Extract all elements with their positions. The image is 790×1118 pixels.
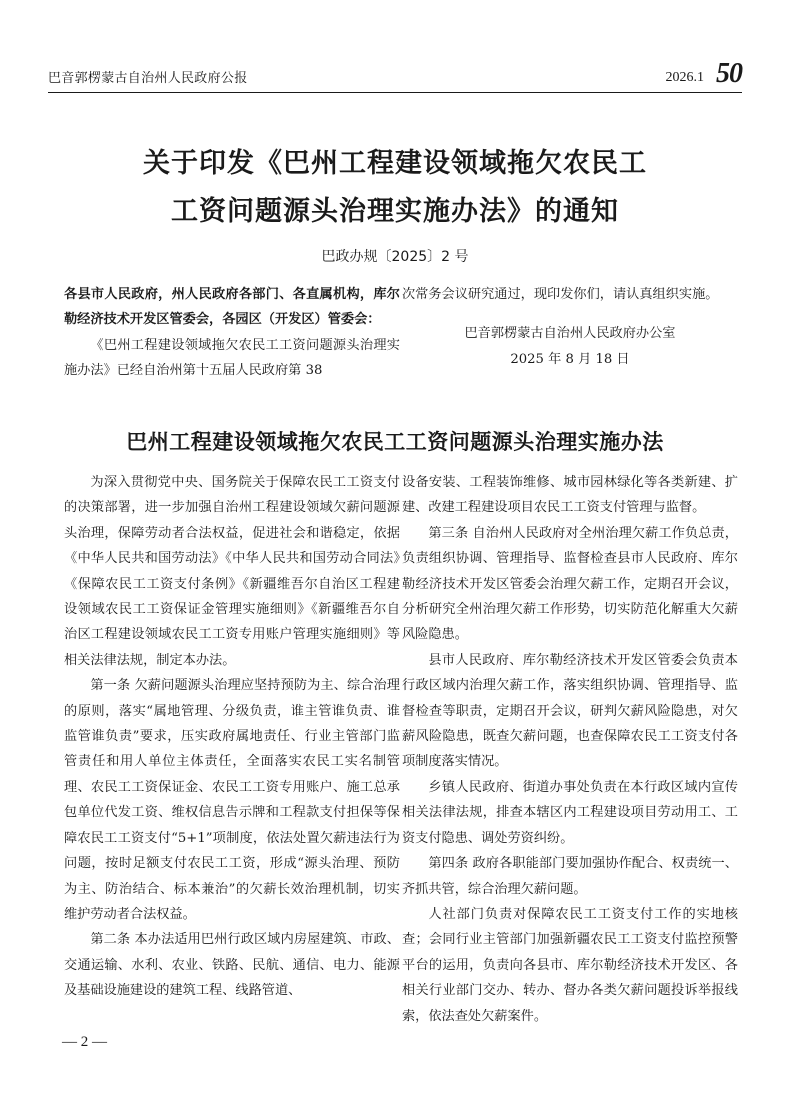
article-1: 第一条 欠薪问题源头治理应坚持预防为主、综合治理的原则，落实“属地管理、分级负责，谁主管谁负责、谁监管谁负责”要求，压实政府属地责任、行业主管部门监管责任和用人单位主体责任，全面落实农民工实名制管理、农民工工资保证金、农民工工资专用账户、施工总承包单位代发工资、维权信息告示牌和工程款支付担保等保障农民工工资支付“5+1”项制度，依法处置欠薪违法行为问题，按时足额支付农民工工资，形成“源头治理、预防为主、防治结合、标本兼治”的欠薪长效治理机制，切实维护劳动者合法权益。 [64, 678, 400, 922]
running-header [48, 60, 742, 93]
notice-body-right: 次常务会议研究通过，现印发你们，请认真组织实施。 [402, 287, 719, 302]
paragraph: 县市人民政府、库尔勒经济技术开发区管委会负责本行政区域内治理欠薪工作，落实组织协调、管理指导、监督检查等职责，定期召开会议，研判欠薪风险隐患，对欠薪风险隐患，既查欠薪问题，也查保障农民工工资支付各项制度落实情况。 [402, 652, 738, 770]
issue-date: 2026.1 [665, 70, 704, 85]
measures-left-column [64, 470, 400, 1004]
notice-body-left: 《巴州工程建设领域拖欠农民工工资问题源头治理实施办法》已经自治州第十五届人民政府第 38 [64, 337, 400, 379]
notice-title [0, 140, 790, 236]
paragraph: 为深入贯彻党中央、国务院关于保障农民工工资支付的决策部署，进一步加强自治州工程建设领域欠薪问题源头治理，保障劳动者合法权益，促进社会和谐稳定，依据《中华人民共和国劳动法》《中华人民共和国劳动合同法》《保障农民工工资支付条例》《新疆维吾尔自治区工程建设领域农民工工资保证金管理实施细则》《新疆维吾尔自治区工程建设领域农民工工资专用账户管理实施细则》等相关法律法规，制定本办法。 [64, 475, 400, 668]
issue-number: 50 [716, 58, 742, 89]
article-4: 第四条 政府各职能部门要加强协作配合、权责统一、齐抓共管，综合治理欠薪问题。 [402, 856, 738, 897]
paragraph: 设备安装、工程装饰维修、城市园林绿化等各类新建、扩建、改建工程建设项目农民工工资支付管理与监督。 [402, 475, 738, 516]
notice-right-column [402, 282, 738, 372]
article-3: 第三条 自治州人民政府对全州治理欠薪工作负总责，负责组织协调、管理指导、监督检查县市人民政府、库尔勒经济技术开发区管委会治理欠薪工作，定期召开会议，分析研究全州治理欠薪工作形势，切实防范化解重大欠薪风险隐患。 [402, 525, 738, 643]
addressee: 各县市人民政府，州人民政府各部门、各直属机构，库尔勒经济技术开发区管委会，各园区（开发区）管委会： [64, 287, 400, 328]
measures-right-column [402, 470, 738, 1029]
page-number: — 2 — [62, 1034, 107, 1050]
notice-left-column [64, 282, 400, 384]
measures-title: 巴州工程建设领域拖欠农民工工资问题源头治理实施办法 [126, 429, 664, 454]
notice-title-line: 工资问题源头治理实施办法》的通知 [171, 196, 619, 227]
paragraph: 人社部门负责对保障农民工工资支付工作的实地核查；会同行业主管部门加强新疆农民工工资支付监控预警平台的运用，负责向各县市、库尔勒经济技术开发区、各相关行业部门交办、转办、督办各类欠薪问题投诉举报线索，依法查处欠薪案件。 [402, 906, 738, 1024]
signature-date: 2025 年 8 月 18 日 [510, 351, 630, 367]
article-2: 第二条 本办法适用巴州行政区域内房屋建筑、市政、交通运输、水利、农业、铁路、民航、通信、电力、能源及基础设施建设的建筑工程、线路管道、 [64, 932, 400, 999]
document-number: 巴政办规〔2025〕2 号 [321, 249, 469, 265]
signatory: 巴音郭楞蒙古自治州人民政府办公室 [464, 326, 676, 342]
paragraph: 乡镇人民政府、街道办事处负责在本行政区域内宣传相关法律法规，排查本辖区内工程建设项目劳动用工、工资支付隐患、调处劳资纠纷。 [402, 779, 738, 846]
notice-title-line: 关于印发《巴州工程建设领域拖欠农民工 [143, 148, 647, 179]
publication-name: 巴音郭楞蒙古自治州人民政府公报 [48, 71, 248, 86]
